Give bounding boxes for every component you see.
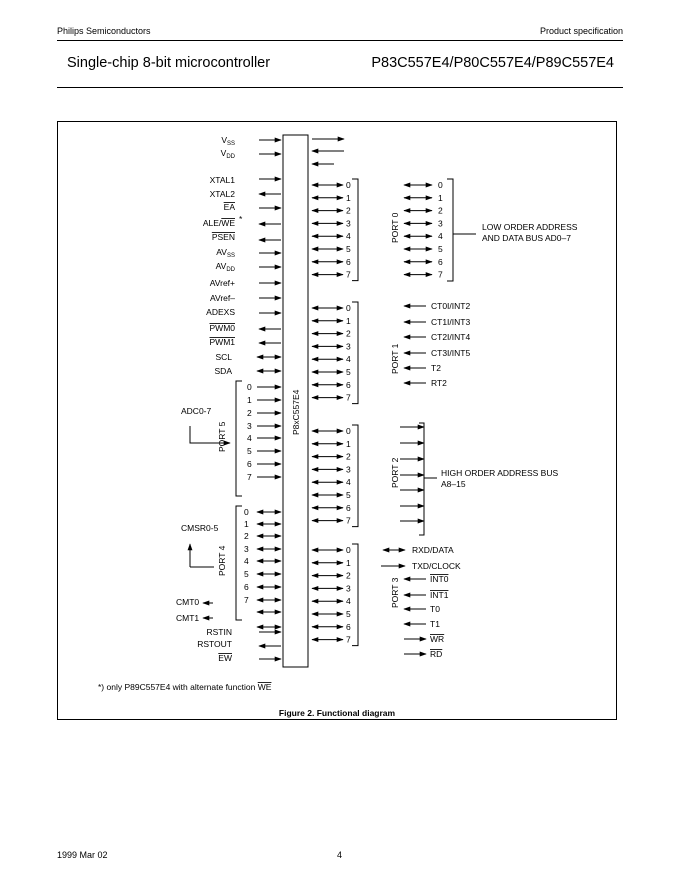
port3-alt-wr: WR	[430, 634, 445, 644]
label-cmt0: CMT0	[176, 597, 200, 607]
port3-bit-4: 4	[346, 596, 351, 607]
footnote: *) only P89C557E4 with alternate function WE	[98, 682, 272, 692]
port0-bit-3: 3	[346, 218, 351, 229]
port4-bit-5: 5	[244, 569, 249, 579]
pin-avref-plus: AVref+	[209, 278, 235, 288]
port1-alt-ct2i: CT2I/INT4	[431, 332, 471, 342]
port1-label: PORT 1	[390, 343, 400, 374]
port2-bit-7: 7	[346, 515, 351, 526]
port1-bit-3: 3	[346, 341, 351, 352]
port3-bit-0: 0	[346, 545, 351, 555]
port4-bracket	[236, 506, 242, 620]
pin-scl: SCL	[215, 352, 232, 362]
port3-bit-7: 7	[346, 634, 351, 645]
port3-alt-t1: T1	[430, 619, 440, 629]
port1-bit-4: 4	[346, 354, 351, 365]
port5-bit-6: 6	[247, 459, 252, 469]
pin-ale: ALE/WE	[202, 218, 235, 228]
port0-bus-bit-5: 5	[438, 244, 443, 254]
label-adc: ADC0-7	[181, 406, 212, 416]
pin-xtal1: XTAL1	[209, 175, 235, 185]
part-numbers: P83C557E4/P80C557E4/P89C557E4	[371, 55, 614, 71]
port3-bit-1: 1	[346, 557, 351, 568]
pin-avss: $AV_{SS}$	[216, 247, 235, 259]
port0-bus-bit-7: 7	[438, 269, 443, 280]
port0-bit-7: 7	[346, 269, 351, 280]
port4-label: PORT 4	[217, 545, 227, 576]
port2-bus-line1: HIGH ORDER ADDRESS BUS	[441, 468, 559, 478]
pin-adexs: ADEXS	[206, 307, 235, 317]
port1-bit-0: 0	[346, 303, 351, 313]
pin-ew: EW	[218, 653, 232, 663]
port2-bit-2: 2	[346, 451, 351, 462]
pin-vdd: $V_{DD}$	[220, 148, 235, 160]
port0-bus-bit-4: 4	[438, 231, 443, 242]
figure-caption: Figure 2. Functional diagram	[278, 708, 396, 718]
port1-bit-5: 5	[346, 367, 351, 377]
chip-label: P8xC557E4	[291, 389, 301, 435]
port3-alt-txd: TXD/CLOCK	[412, 561, 461, 571]
port5-bit-1: 1	[247, 395, 252, 405]
pin-xtal2: XTAL2	[209, 189, 235, 199]
pin-avdd: $AV_{DD}$	[215, 261, 235, 273]
pin-ea: EA	[223, 202, 235, 212]
header-company: Philips Semiconductors	[57, 26, 151, 36]
port2-bit-0: 0	[346, 426, 351, 436]
port4-bit-0: 0	[244, 507, 249, 517]
port4-bit-4: 4	[244, 556, 249, 566]
port0-bus-line1: LOW ORDER ADDRESS	[482, 222, 578, 232]
port3-alt-int1: INT1	[430, 590, 449, 600]
port1-bit-7: 7	[346, 392, 351, 403]
port2-bit-1: 1	[346, 438, 351, 449]
port1-alt-ct1i: CT1I/INT3	[431, 317, 471, 327]
port2-label: PORT 2	[390, 457, 400, 488]
document-title: Single-chip 8-bit microcontroller	[67, 55, 271, 71]
port3-bit-3: 3	[346, 583, 351, 594]
port5-bit-7: 7	[247, 472, 252, 482]
pin-pwm0: PWM0	[209, 323, 235, 333]
port1-bit-6: 6	[346, 379, 351, 390]
port2-bit-6: 6	[346, 502, 351, 513]
port3-bit-2: 2	[346, 570, 351, 581]
port0-bit-0: 0	[346, 180, 351, 190]
port3-bit-6: 6	[346, 621, 351, 632]
port0-bit-6: 6	[346, 256, 351, 267]
port3-alt-t0: T0	[430, 604, 440, 614]
port1-alt-t2: T2	[431, 363, 441, 373]
port0-label: PORT 0	[390, 212, 400, 243]
port1-bracket	[352, 302, 358, 404]
pin-psen: PSEN	[211, 232, 235, 242]
port1-alt-rt2: RT2	[431, 378, 447, 388]
header-doc-type: Product specification	[539, 26, 623, 36]
port4-bit-2: 2	[244, 531, 249, 541]
port5-bit-4: 4	[247, 433, 252, 443]
pin-ale-footnote-mark: *	[239, 214, 243, 224]
footer-page-number: 4	[337, 850, 343, 860]
port0-bus-bracket	[447, 179, 453, 281]
port5-bracket	[236, 381, 242, 496]
port2-bus-line2: A8–15	[441, 479, 466, 489]
port3-bit-5: 5	[346, 609, 351, 619]
port0-bus-line2: AND DATA BUS AD0–7	[482, 233, 571, 243]
port0-bit-2: 2	[346, 205, 351, 216]
port3-bracket	[352, 544, 358, 646]
port5-bit-2: 2	[247, 408, 252, 418]
pin-avref-minus: AVref–	[209, 293, 235, 303]
port2-bit-5: 5	[346, 490, 351, 500]
port3-alt-int0: INT0	[430, 574, 449, 584]
port0-bit-4: 4	[346, 231, 351, 242]
pin-vss: $V_{SS}$	[221, 135, 235, 147]
port3-alt-rd: RD	[430, 649, 443, 659]
port2-bracket	[352, 425, 358, 527]
footer-date: 1999 Mar 02	[57, 850, 108, 860]
port0-bit-1: 1	[346, 192, 351, 203]
port5-bit-0: 0	[247, 382, 252, 392]
port2-bus-bracket	[419, 423, 424, 535]
pin-sda: SDA	[214, 366, 232, 376]
port3-label: PORT 3	[390, 577, 400, 608]
port1-bit-2: 2	[346, 328, 351, 339]
port1-bit-1: 1	[346, 315, 351, 326]
port0-bus-bit-6: 6	[438, 256, 443, 267]
port1-alt-ct3i: CT3I/INT5	[431, 348, 471, 358]
port0-bus-bit-3: 3	[438, 218, 443, 229]
port0-bus-bit-1: 1	[438, 192, 443, 203]
port2-bit-4: 4	[346, 477, 351, 488]
port0-bracket	[352, 179, 358, 281]
port0-bus-bit-2: 2	[438, 205, 443, 216]
port3-alt-rxd: RXD/DATA	[412, 545, 454, 555]
port4-bit-7: 7	[244, 595, 249, 605]
port5-bit-5: 5	[247, 446, 252, 456]
pin-pwm1: PWM1	[209, 337, 235, 347]
port0-bus-bit-0: 0	[438, 180, 443, 190]
label-cmsr: CMSR0-5	[181, 523, 219, 533]
port4-bit-1: 1	[244, 519, 249, 529]
port4-bit-6: 6	[244, 582, 249, 592]
port5-label: PORT 5	[217, 421, 227, 452]
port1-alt-ct0i: CT0I/INT2	[431, 301, 471, 311]
pin-rstout: RSTOUT	[197, 639, 232, 649]
port5-bit-3: 3	[247, 421, 252, 431]
label-cmt1: CMT1	[176, 613, 200, 623]
port4-bit-3: 3	[244, 544, 249, 554]
port2-bit-3: 3	[346, 464, 351, 475]
pin-rstin: RSTIN	[206, 627, 232, 637]
port0-bit-5: 5	[346, 244, 351, 254]
